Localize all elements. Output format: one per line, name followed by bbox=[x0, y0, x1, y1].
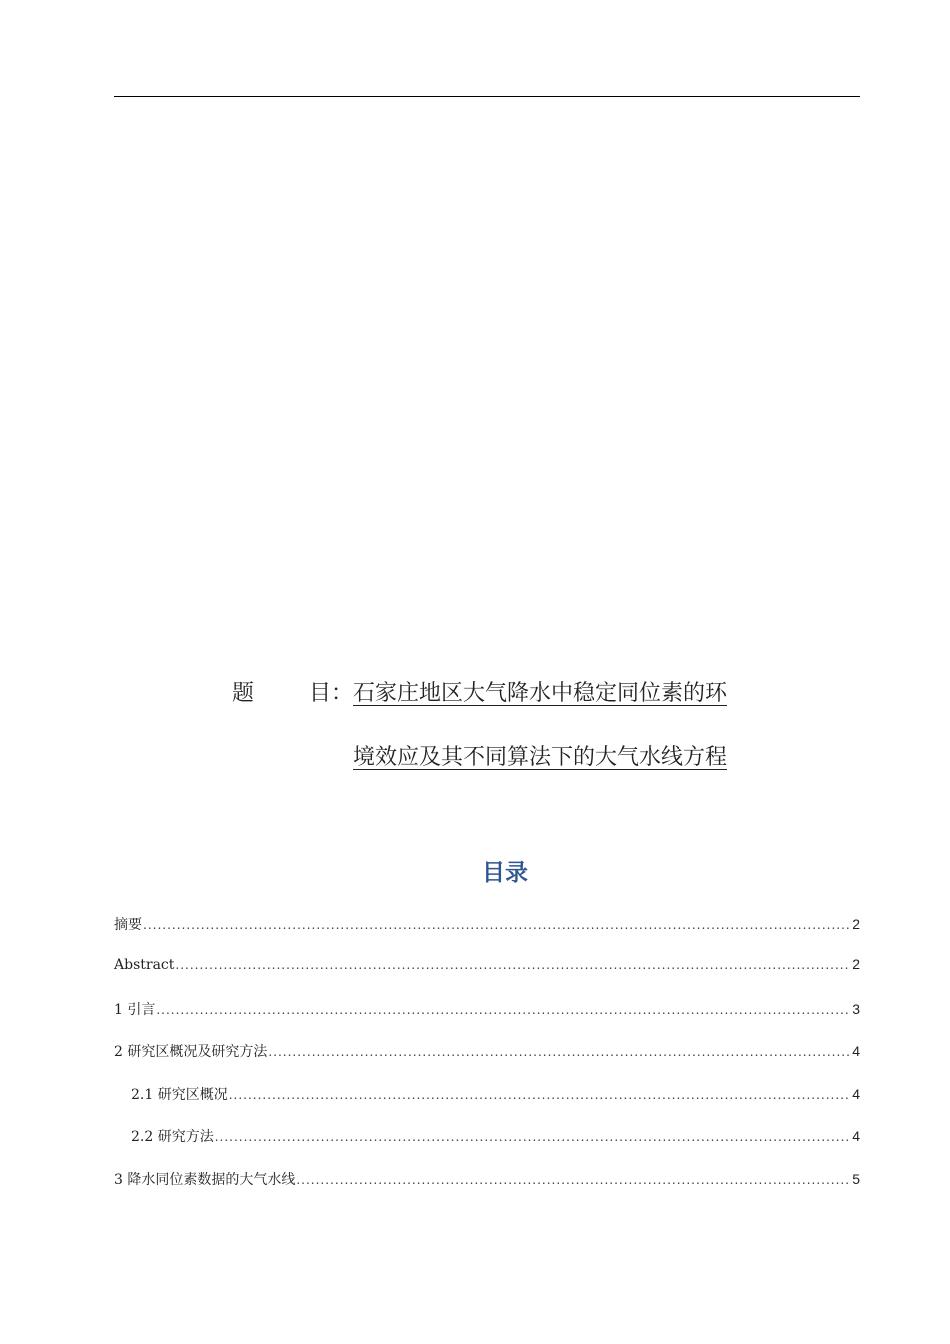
toc-leader bbox=[156, 1003, 850, 1017]
title-line-1: 石家庄地区大气降水中稳定同位素的环 bbox=[353, 681, 728, 706]
toc-leader bbox=[296, 1173, 850, 1187]
toc-entry-label: 2.1 研究区概况 bbox=[131, 1087, 228, 1103]
toc-entry-section-3[interactable] bbox=[114, 1169, 860, 1191]
toc-entry-introduction[interactable] bbox=[114, 999, 860, 1021]
toc-entry-section-2[interactable] bbox=[114, 1041, 860, 1063]
toc-leader bbox=[229, 1088, 850, 1102]
toc-entry-section-2-1[interactable] bbox=[131, 1084, 860, 1106]
title-label-char2: 目： bbox=[308, 681, 353, 706]
toc-entry-label: Abstract bbox=[114, 957, 175, 973]
toc-entry-abstract-en[interactable] bbox=[114, 956, 860, 978]
toc-page-number: 4 bbox=[852, 1086, 860, 1102]
toc-entry-label: 1 引言 bbox=[114, 1002, 156, 1018]
toc-leader bbox=[215, 1130, 850, 1144]
header-rule bbox=[114, 96, 860, 97]
toc-page-number: 2 bbox=[852, 916, 860, 932]
toc-entry-label: 2.2 研究方法 bbox=[131, 1129, 214, 1145]
toc-entry-label: 摘要 bbox=[114, 917, 142, 933]
title-row-2 bbox=[353, 740, 727, 771]
title-label bbox=[232, 676, 353, 707]
toc-heading: 目录 bbox=[482, 860, 528, 886]
toc-leader bbox=[175, 958, 850, 972]
title-line-2: 境效应及其不同算法下的大气水线方程 bbox=[353, 745, 728, 770]
toc-leader bbox=[268, 1045, 850, 1059]
toc-page-number: 2 bbox=[852, 956, 860, 972]
toc-entry-label: 3 降水同位素数据的大气水线 bbox=[114, 1172, 296, 1188]
toc-leader bbox=[143, 918, 850, 932]
toc-entry-abstract-cn[interactable] bbox=[114, 914, 860, 936]
toc-page-number: 5 bbox=[852, 1171, 860, 1187]
toc-page-number: 4 bbox=[852, 1128, 860, 1144]
toc-page-number: 3 bbox=[852, 1001, 860, 1017]
toc-entry-label: 2 研究区概况及研究方法 bbox=[114, 1044, 268, 1060]
title-label-char1: 题 bbox=[232, 681, 255, 706]
toc-page-number: 4 bbox=[852, 1043, 860, 1059]
toc-entry-section-2-2[interactable] bbox=[131, 1126, 860, 1148]
title-row-1 bbox=[232, 676, 727, 707]
